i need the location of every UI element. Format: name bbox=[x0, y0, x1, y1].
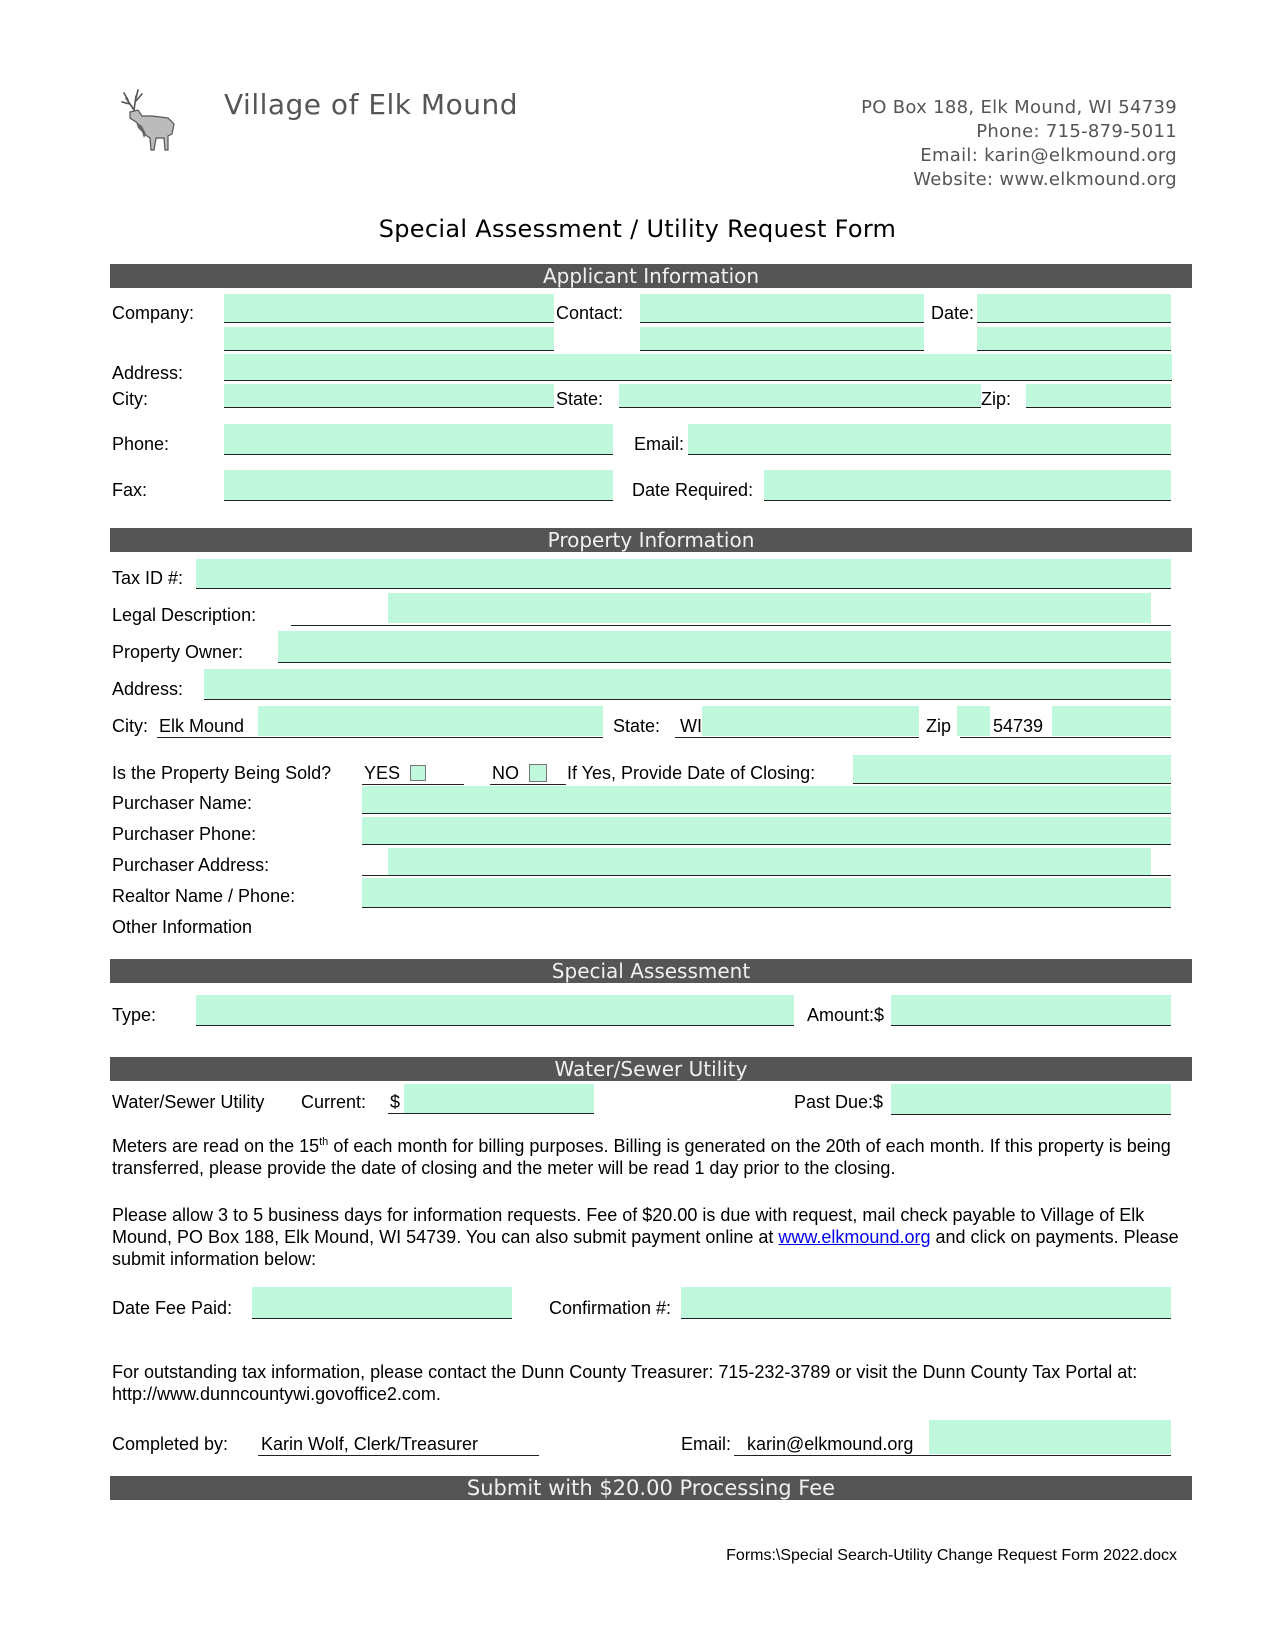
utility-row-label: Water/Sewer Utility bbox=[112, 1092, 265, 1112]
submit-fee-bar: Submit with $20.00 Processing Fee bbox=[110, 1476, 1192, 1500]
tax-id-field[interactable] bbox=[196, 559, 1171, 589]
property-zip-prefix-field[interactable] bbox=[957, 706, 990, 736]
purchaser-phone-label: Purchaser Phone: bbox=[112, 824, 257, 844]
past-due-field[interactable] bbox=[891, 1084, 1171, 1115]
closing-date-label: If Yes, Provide Date of Closing: bbox=[567, 763, 816, 783]
property-state-field[interactable] bbox=[702, 706, 919, 736]
purchaser-phone-field[interactable] bbox=[362, 817, 1171, 845]
phone-field[interactable] bbox=[224, 424, 613, 455]
date-required-field[interactable] bbox=[764, 470, 1171, 501]
company-field-2[interactable] bbox=[224, 327, 554, 351]
no-label: NO bbox=[492, 763, 519, 783]
purchaser-address-label: Purchaser Address: bbox=[112, 855, 270, 875]
legal-description-label: Legal Description: bbox=[112, 605, 257, 625]
applicant-section-heading: Applicant Information bbox=[110, 264, 1192, 288]
property-city-label: City: bbox=[112, 716, 148, 736]
current-label: Current: bbox=[301, 1092, 367, 1112]
zip-field[interactable] bbox=[1026, 384, 1171, 408]
property-zip-field[interactable] bbox=[1052, 706, 1171, 736]
date-fee-paid-field[interactable] bbox=[252, 1287, 512, 1319]
property-zip-value: 54739 bbox=[993, 716, 1044, 736]
tax-info-paragraph: For outstanding tax information, please contact the Dunn County Treasurer: 715-232-3789 or visit the Dunn County Tax Portal at: http://www.dunncountywi.govoffice2.com. bbox=[112, 1362, 1138, 1404]
yes-checkbox[interactable] bbox=[410, 765, 426, 781]
email-label: Email: bbox=[634, 434, 685, 454]
date-field-2[interactable] bbox=[977, 327, 1171, 351]
state-field[interactable] bbox=[619, 384, 981, 408]
form-title: Special Assessment / Utility Request Form bbox=[378, 215, 897, 243]
other-information-label: Other Information bbox=[112, 917, 253, 937]
property-state-underline bbox=[675, 737, 919, 738]
property-owner-field[interactable] bbox=[278, 631, 1171, 663]
yes-label: YES bbox=[364, 763, 401, 783]
property-city-field[interactable] bbox=[258, 706, 603, 736]
company-label: Company: bbox=[112, 303, 195, 323]
property-state-label: State: bbox=[613, 716, 661, 736]
utility-section-heading: Water/Sewer Utility bbox=[110, 1057, 1192, 1081]
completion-email-label: Email: bbox=[681, 1434, 732, 1454]
purchaser-name-field[interactable] bbox=[362, 786, 1171, 814]
completed-by-label: Completed by: bbox=[112, 1434, 229, 1454]
purchaser-address-field[interactable] bbox=[388, 848, 1151, 875]
no-checkbox[interactable] bbox=[529, 764, 547, 782]
contact-field[interactable] bbox=[640, 294, 924, 323]
date-label: Date: bbox=[931, 303, 975, 323]
realtor-field[interactable] bbox=[362, 878, 1171, 908]
completed-by-underline bbox=[258, 1455, 539, 1456]
closing-date-field[interactable] bbox=[853, 755, 1171, 784]
property-state-value: WI bbox=[680, 716, 702, 736]
type-label: Type: bbox=[112, 1005, 157, 1025]
past-due-label: Past Due:$ bbox=[794, 1092, 884, 1112]
property-city-value: Elk Mound bbox=[159, 716, 245, 736]
phone-label: Phone: bbox=[112, 434, 170, 454]
header-website: Website: www.elkmound.org bbox=[913, 169, 1177, 190]
contact-field-2[interactable] bbox=[640, 327, 924, 351]
yes-underline bbox=[362, 784, 464, 785]
org-name: Village of Elk Mound bbox=[224, 88, 518, 121]
property-zip-label: Zip bbox=[926, 716, 952, 736]
address-label: Address: bbox=[112, 363, 184, 383]
legal-description-underline bbox=[291, 625, 1171, 626]
email-field[interactable] bbox=[688, 424, 1171, 455]
completed-by-value: Karin Wolf, Clerk/Treasurer bbox=[261, 1434, 479, 1454]
current-underline bbox=[388, 1113, 594, 1114]
purchaser-name-label: Purchaser Name: bbox=[112, 793, 253, 813]
property-address-label: Address: bbox=[112, 679, 184, 699]
fax-field[interactable] bbox=[224, 470, 613, 501]
purchaser-address-underline bbox=[362, 875, 1171, 876]
elkmound-website-link[interactable]: www.elkmound.org bbox=[778, 1227, 931, 1247]
no-underline bbox=[490, 784, 566, 785]
date-fee-paid-label: Date Fee Paid: bbox=[112, 1298, 233, 1318]
city-field[interactable] bbox=[224, 384, 554, 408]
amount-field[interactable] bbox=[891, 995, 1171, 1026]
meters-paragraph: Meters are read on the 15th of each month for billing purposes. Billing is generated on the 20th of each month. If this property is being transferred, please provide the date of closing and the meter will be read 1 day prior to the closing. bbox=[112, 1136, 1171, 1178]
tax-id-label: Tax ID #: bbox=[112, 568, 184, 588]
realtor-label: Realtor Name / Phone: bbox=[112, 886, 296, 906]
current-field[interactable] bbox=[404, 1084, 594, 1113]
completion-email-value: karin@elkmound.org bbox=[747, 1434, 914, 1454]
property-zip-underline bbox=[960, 737, 1171, 738]
property-address-field[interactable] bbox=[204, 669, 1171, 700]
confirmation-label: Confirmation #: bbox=[549, 1298, 672, 1318]
property-owner-label: Property Owner: bbox=[112, 642, 244, 662]
city-label: City: bbox=[112, 389, 148, 409]
elk-logo-icon bbox=[112, 88, 184, 158]
legal-description-field[interactable] bbox=[388, 593, 1151, 623]
property-city-underline bbox=[157, 737, 603, 738]
property-section-heading: Property Information bbox=[110, 528, 1192, 552]
property-sold-question: Is the Property Being Sold? bbox=[112, 763, 332, 783]
header-phone: Phone: 715-879-5011 bbox=[976, 121, 1177, 142]
amount-label: Amount:$ bbox=[807, 1005, 885, 1025]
address-field[interactable] bbox=[224, 354, 1172, 381]
header-email: Email: karin@elkmound.org bbox=[920, 145, 1177, 166]
current-dollar-sign: $ bbox=[390, 1092, 401, 1112]
confirmation-field[interactable] bbox=[681, 1287, 1171, 1319]
footer-file-path: Forms:\Special Search-Utility Change Request Form 2022.docx bbox=[726, 1547, 1177, 1564]
header-address: PO Box 188, Elk Mound, WI 54739 bbox=[861, 97, 1177, 118]
completion-email-field[interactable] bbox=[929, 1420, 1171, 1454]
type-field[interactable] bbox=[196, 995, 794, 1026]
company-field[interactable] bbox=[224, 294, 554, 323]
completion-email-underline bbox=[734, 1455, 1171, 1456]
special-assessment-heading: Special Assessment bbox=[110, 959, 1192, 983]
zip-label: Zip: bbox=[981, 389, 1012, 409]
state-label: State: bbox=[556, 389, 604, 409]
date-required-label: Date Required: bbox=[632, 480, 754, 500]
fee-paragraph: Please allow 3 to 5 business days for information requests. Fee of $20.00 is due with request, mail check payable to Village of Elk Mound, PO Box 188, Elk Mound, WI 54739. You can also submit payment online at www.elkmound.org and click on payments. Please submit information below: bbox=[112, 1205, 1179, 1269]
fax-label: Fax: bbox=[112, 480, 148, 500]
contact-label: Contact: bbox=[556, 303, 624, 323]
date-field[interactable] bbox=[977, 294, 1171, 323]
